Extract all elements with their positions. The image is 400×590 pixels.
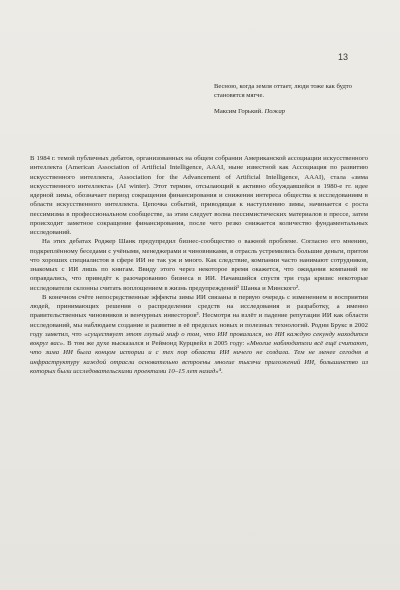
body-paragraph <box>30 154 368 237</box>
epigraph-author: Максим Горький. <box>214 107 263 115</box>
italic-quote: существует этот глупый миф о том, что ИИ провалился, но ИИ каждую секунду находится вокруг вас <box>30 330 368 347</box>
epigraph <box>214 83 370 116</box>
italic-quote: Многие наблюдатели всё ещё считают, что зима ИИ была концом истории и с тех пор области ИИ ничего не создала. Тем не менее сегодня в инфраструктуру каждой отрасли основательно встроены многие тысячи приложений ИИ, большинство из которых были исследовательскими проектами 10–15 лет назад <box>30 340 369 375</box>
body-paragraph <box>30 293 368 376</box>
text-segment: В конечном счёте непосредственные эффекты зимы ИИ связаны в первую очередь с изменением в восприятии людей, принимающих решения о распределении средств на исследования и разработку, а именно правительственных чиновников и венчурных инвесторов³. Несмотря на взлёт и падение репутации ИИ как области исследований, мы наблюдаем создание и развитие в её пределах новых и полезных технологий. Родни Брукс в 2002 году заметил, что « <box>30 293 368 338</box>
body-paragraph <box>30 237 368 293</box>
text-segment: ». В том же духе высказался и Реймонд Курцвейл в 2005 году: « <box>59 340 250 347</box>
epigraph-work: Пожар <box>264 107 286 115</box>
epigraph-quote: Весною, когда земля оттает, люди тоже как будто становятся мягче. <box>214 83 352 99</box>
body-text <box>30 154 368 376</box>
epigraph-attribution <box>214 108 370 117</box>
text-segment: »⁴. <box>215 367 223 375</box>
text-segment: На этих дебатах Роджер Шанк предупредил бизнес-сообщество о важной проблеме. Согласно его мнению, подкреплённому беседами с учёными, менеджерами и чиновниками, в отрасль устремились большие деньги, притом что хороших специалистов в сфере ИИ не так уж и много. Как следствие, компании часто нанимают сотрудников, знакомых с ИИ лишь по книгам. Ввиду этого через некоторое время окажется, что ожидания компаний не оправдались, что приведёт к разочарованию бизнеса в ИИ. Начавшийся спустя три года кризис некоторые исследователи склонны считать воплощением в жизнь предупреждений¹ Шанка и Минского². <box>30 238 368 292</box>
page-number: 13 <box>337 52 348 62</box>
text-segment: В 1984 г. темой публичных дебатов, организованных на общем собрании Американской ассоциации искусственного интеллекта (American Association of Artificial Intelligence, AAAI, ныне известной как Ассоциация по развитию искусственного интеллекта, Association for the Advancement of Artificial Intelligence, AAAI), стала «зима искусственного интеллекта» (AI winter). Этот термин, отсылающий к активно обсуждавшейся в 1980-е гг. идее ядерной зимы, обозначает период сокращения финансирования и снижения интереса общества к исследованиям в области искусственного интеллекта. Цепочка событий, приводящая к наступлению зимы, начинается с роста пессимизма в профессиональном сообществе, за этим следует волна пессимистических материалов в прессе, затем происходит заметное сокращение финансирования, после чего резко снижается количество фундаментальных исследований. <box>30 155 368 236</box>
